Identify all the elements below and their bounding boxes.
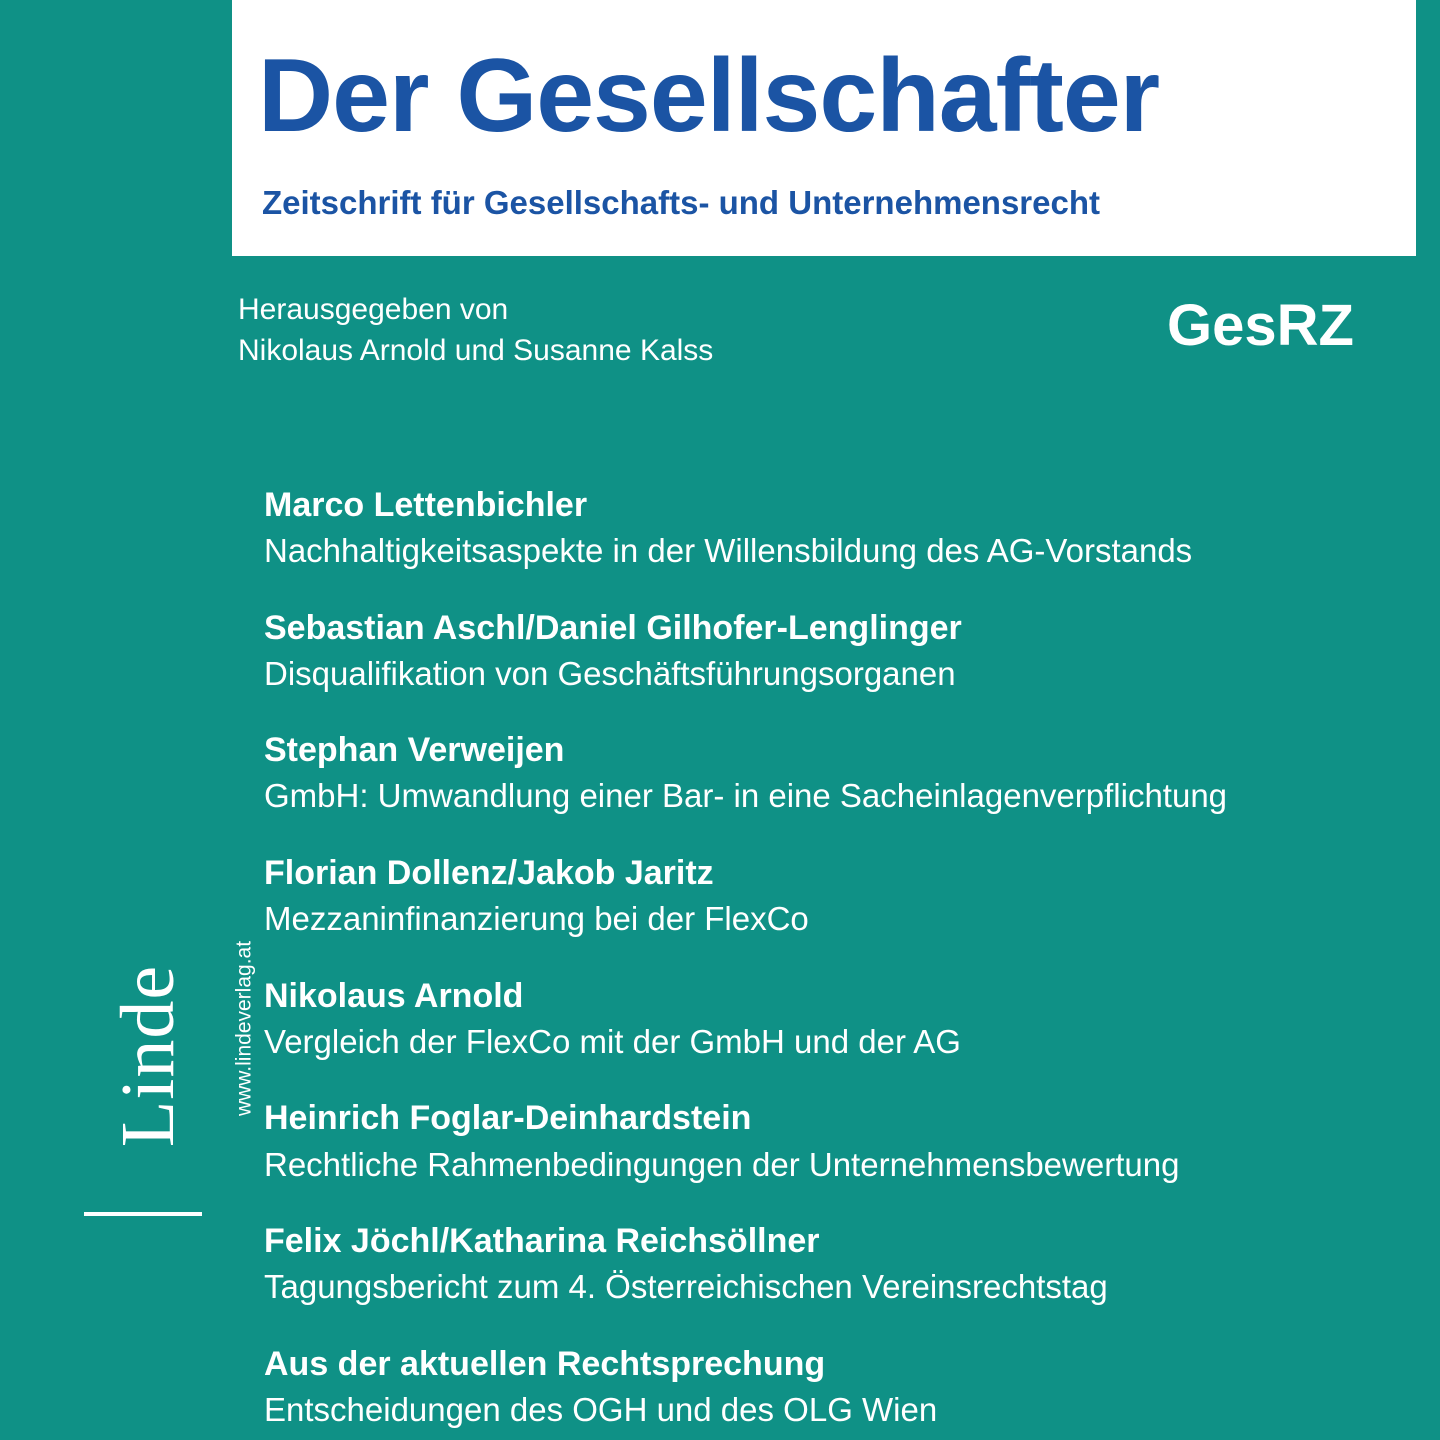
- entry-title: Vergleich der FlexCo mit der GmbH und der AG: [264, 1022, 961, 1060]
- page-subtitle: Zeitschrift für Gesellschafts- und Unternehmensrecht: [262, 184, 1101, 221]
- entry-author: Felix Jöchl/Katharina Reichsöllner: [264, 1222, 820, 1261]
- entry-title: Nachhaltigkeitsaspekte in der Willensbildung des AG-Vorstands: [264, 532, 1193, 570]
- entry-title: Tagungsbericht zum 4. Österreichischen Vereinsrechtstag: [264, 1268, 1108, 1306]
- entry-author: Heinrich Foglar-Deinhardstein: [264, 1099, 752, 1138]
- entry-title: Rechtliche Rahmenbedingungen der Unternehmensbewertung: [264, 1145, 1180, 1183]
- entry-title: Entscheidungen des OGH und des OLG Wien: [264, 1390, 938, 1428]
- publisher-logo: [78, 910, 256, 1210]
- entry-author: Stephan Verweijen: [264, 731, 565, 770]
- editors-label: Herausgegeben von: [238, 293, 509, 326]
- list-item: [264, 1099, 1380, 1184]
- list-item: [264, 1345, 1380, 1430]
- entry-title: Disqualifikation von Geschäftsführungsorganen: [264, 654, 956, 692]
- entry-author: Marco Lettenbichler: [264, 486, 588, 524]
- editors-block: [238, 290, 713, 371]
- list-item: [264, 977, 1380, 1062]
- contents-list: [264, 486, 1380, 1430]
- editors-names: Nikolaus Arnold und Susanne Kalss: [238, 333, 714, 367]
- publisher-name: Linde: [106, 964, 190, 1148]
- list-item: [264, 486, 1380, 571]
- entry-author: Florian Dollenz/Jakob Jaritz: [264, 854, 714, 893]
- masthead: [232, 0, 1416, 256]
- journal-abbreviation: GesRZ: [1167, 293, 1354, 358]
- page-title: Der Gesellschafter: [258, 38, 1160, 154]
- logo-underline: [84, 1212, 202, 1216]
- entry-author: Aus der aktuellen Rechtsprechung: [264, 1344, 826, 1383]
- entry-title: Mezzaninfinanzierung bei der FlexCo: [264, 900, 809, 938]
- entry-author: Nikolaus Arnold: [264, 976, 524, 1015]
- list-item: [264, 731, 1380, 816]
- entry-author: Sebastian Aschl/Daniel Gilhofer-Lenglinger: [264, 608, 962, 647]
- list-item: [264, 1222, 1380, 1307]
- list-item: [264, 609, 1380, 694]
- publisher-url: www.lindeverlag.at: [232, 940, 256, 1117]
- entry-title: GmbH: Umwandlung einer Bar- in eine Sacheinlagenverpflichtung: [264, 777, 1228, 815]
- list-item: [264, 854, 1380, 939]
